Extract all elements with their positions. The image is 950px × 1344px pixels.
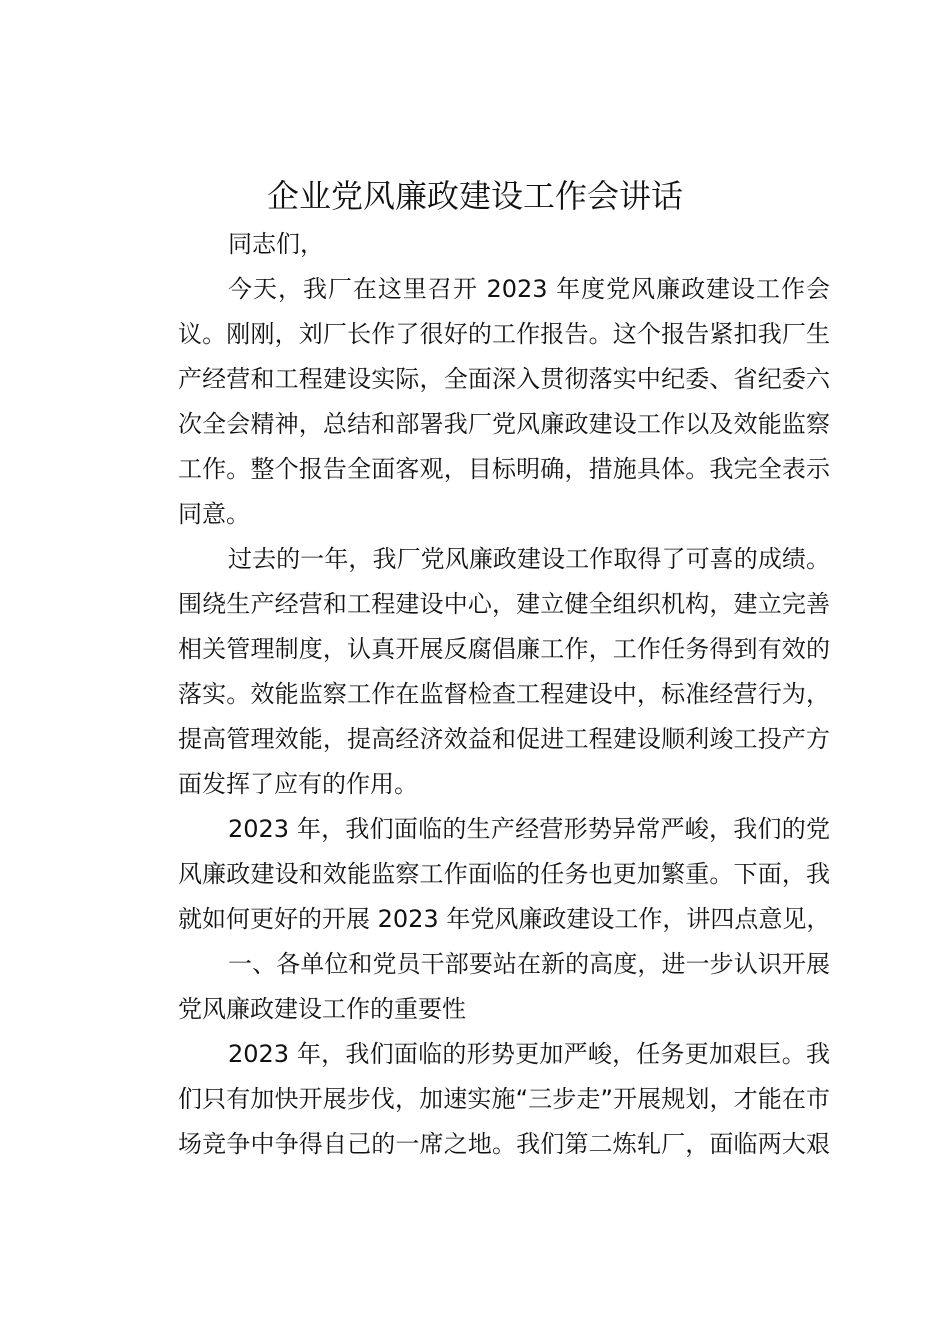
text-line: 2023 年，我们面临的生产经营形势异常严峻，我们的党 xyxy=(228,815,830,843)
text-line: 今天，我厂在这里召开 2023 年度党风廉政建设工作会 xyxy=(228,275,830,303)
text-line: 落实。效能监察工作在监督检查工程建设中，标准经营行为， xyxy=(178,680,830,708)
text-line: 产经营和工程建设实际，全面深入贯彻落实中纪委、省纪委六 xyxy=(178,365,830,393)
text-line: 同意。 xyxy=(178,500,250,528)
text-line: 2023 年，我们面临的形势更加严峻，任务更加艰巨。我 xyxy=(228,1040,830,1068)
paragraph-opening xyxy=(128,267,830,537)
text-line: 面发挥了应有的作用。 xyxy=(178,770,418,798)
text-line: 次全会精神，总结和部署我厂党风廉政建设工作以及效能监察 xyxy=(178,410,830,438)
text-line: 风廉政建设和效能监察工作面临的任务也更加繁重。下面，我 xyxy=(178,860,830,888)
text-line: 过去的一年，我厂党风廉政建设工作取得了可喜的成绩。 xyxy=(228,545,830,573)
text-line: 提高管理效能，提高经济效益和促进工程建设顺利竣工投产方 xyxy=(178,725,830,753)
text-line: 一、各单位和党员干部要站在新的高度，进一步认识开展 xyxy=(228,950,830,978)
text-line: 工作。整个报告全面客观，目标明确，措施具体。我完全表示 xyxy=(178,455,830,483)
paragraph-past-year xyxy=(128,537,830,807)
text-line: 场竞争中争得自己的一席之地。我们第二炼轧厂，面临两大艰 xyxy=(178,1130,830,1158)
paragraph-2023-situation xyxy=(128,807,830,942)
text-line: 同志们， xyxy=(228,230,324,258)
text-line: 议。刚刚，刘厂长作了很好的工作报告。这个报告紧扣我厂生 xyxy=(178,320,830,348)
document-title: 企业党风廉政建设工作会讲话 xyxy=(266,177,683,215)
text-line: 相关管理制度，认真开展反腐倡廉工作，工作任务得到有效的 xyxy=(178,635,830,663)
text-line: 就如何更好的开展 2023 年党风廉政建设工作，讲四点意见， xyxy=(178,905,831,933)
section-heading-one xyxy=(128,942,830,1032)
document-body xyxy=(128,222,830,1167)
paragraph-salutation xyxy=(128,222,830,267)
paragraph-2023-tasks xyxy=(128,1032,830,1167)
text-line: 党风廉政建设工作的重要性 xyxy=(178,995,466,1023)
text-line: 们只有加快开展步伐，加速实施“三步走”开展规划，才能在市 xyxy=(178,1085,830,1113)
text-line: 围绕生产经营和工程建设中心，建立健全组织机构，建立完善 xyxy=(178,590,830,618)
